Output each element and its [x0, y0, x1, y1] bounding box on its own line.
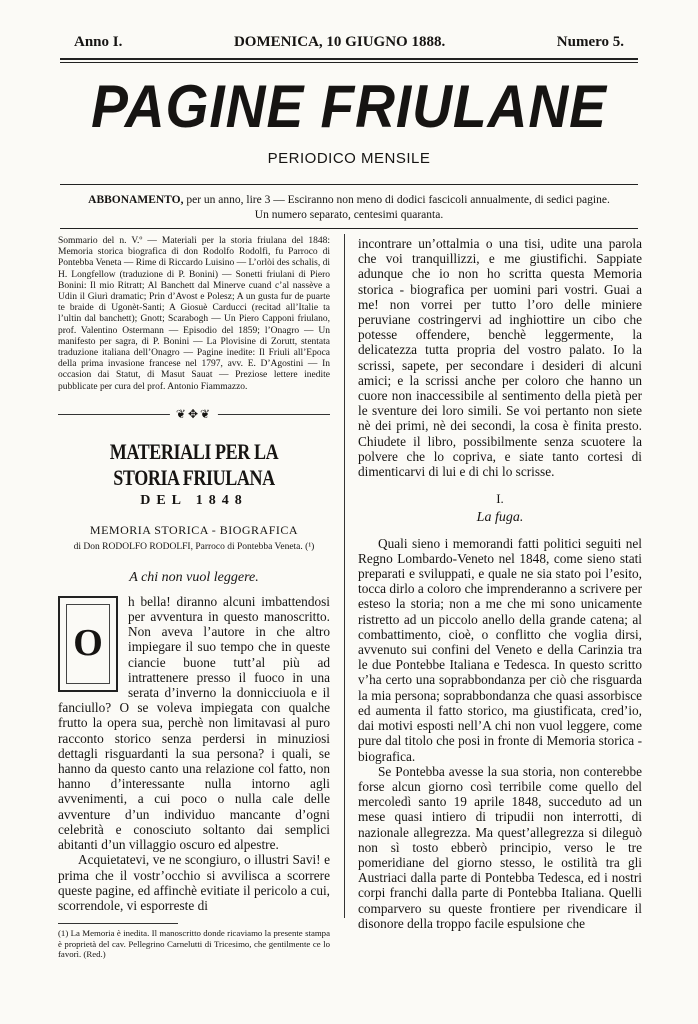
left-paragraph-1: h bella! diranno alcuni imbattendosi per avventura in questo manoscritto. Non aveva l’autore in che altro impiegare il suo tempo che in queste ciancie buone tutt’al più ad intrattenere presso il fuoco in una serata d’inverno la donnicciuola e il fanciullo? O se voleva impiegata con qualche frutto la opera sua, perchè non limitavasi al puro racconto storico senza perdersi in minuziosi dettagli risguardanti la sua persona? i quali, se hanno da questo canto una relazione col fatto, non hanno d’interessante nulla intorno agli avvenimenti, a cui poco o nulla cale delle avventure d’un individuo mancante d’ogni celebrità e conosciuto soltanto dai semplici abitanti d’un villaggio oscuro ed alpestre.	[58, 593, 330, 853]
chapter-title: La fuga.	[476, 510, 524, 526]
header-rule-bottom	[60, 228, 638, 229]
chapter-number: I.	[496, 491, 504, 507]
right-column	[358, 236, 642, 931]
subscription-line2: Un numero separato, centesimi quaranta.	[254, 209, 444, 221]
dropcap-ornament-icon: O	[58, 596, 118, 692]
newspaper-subtitle: PERIODICO MENSILE	[267, 150, 431, 167]
subscription-label: ABBONAMENTO,	[88, 194, 184, 206]
right-paragraph-2: Quali sieno i memorandi fatti politici seguiti nel Regno Lombardo-Veneto nel 1848, come sieno stati preparati e sviluppati, e quale ne sia stato poi l’esito, tocca dirlo a coloro che imprenderanno a scrivere per esteso la storia; non a me che mi sono unicamente ristretto ad un piccolo anello della grande catena; al combattimento, cioè, o conflitto che voglia dirsi, avvenuto sui confini del Veneto e della Carinzia tra le due Pontebbe Italiana e Tedesca. In questo scritto v’ha certo una soprabbondanza per ciò che risguarda la mia persona; soprabbondanza che quasi assorbisce ed aumenta il fatto storico, ma giustificata, cred’io, dai motivi esposti nell’A chi non vuol leggere, come pure dal titolo che posi in fronte di Memoria storica - biografica.	[358, 535, 642, 764]
issue-number: Numero 5.	[556, 34, 624, 50]
left-paragraph-2: Acquietatevi, ve ne scongiuro, o illustri Savi! e prima che il vostr’occhio si avvilisca a scorrere queste pagine, ed affinchè evitiate il pericolo a cui, scorrendole, vi esporreste di	[58, 852, 330, 913]
issue-date: DOMENICA, 10 GIUGNO 1888.	[233, 34, 446, 50]
header-rule-top	[60, 184, 638, 185]
section-title: MATERIALI PER LA STORIA FRIULANA	[109, 438, 279, 490]
masthead-rule-thin	[60, 62, 638, 63]
masthead-row	[74, 34, 624, 54]
footnote-rule	[58, 923, 178, 924]
left-body	[58, 594, 330, 913]
right-paragraph-3: Se Pontebba avesse la sua storia, non conterebbe forse alcun giorno così terribile come quello del mercoledì santo 19 aprile 1848, succeduto ad un mese quasi intiero di tripudii non interrotti, di nazionale allegrezza. Ma quest’allegrezza si dileguò non sì tosto ebberò principio, verso le tre pomeridiane del giorno stesso, le ostilità tra gli Austriaci dalla parte di Pontebba Tedesca, ed i nostri corpi franchi dalla parte di Pontebba Italiana. Quelli comparvero su queste frontiere per rivendicare il disonore della troppo facile espulsione che	[358, 763, 642, 931]
footnote: (1) La Memoria è inedita. Il manoscritto donde ricaviamo la presente stampa è proprietà del cav. Pellegrino Carnelutti di Tricesimo, che gentilmente ce lo favorì. (Red.)	[58, 928, 330, 959]
newspaper-title: PAGINE FRIULANE	[91, 73, 607, 140]
memoria-author: di Don RODOLFO RODOLFI, Parroco di Pontebba Veneta. (¹)	[73, 541, 315, 552]
ornament-icon: ❦✥❦	[170, 407, 218, 422]
issue-summary: Sommario del n. V.º — Materiali per la storia friulana del 1848: Memoria storica biografica di don Rodolfo Rodolfi, fu Parroco di Pontebba Veneta — Rime di Riccardo Luisino — L’orlòi des schalis, di H. Longfellow (traduzione di P. Bonini) — Sonetti friulani di Piero Bonini: Il mio Ritratt; Al Banchett dal Minerve cuand c’al nassève a Udin il Giurì dramatic; Prin d’Avost e Polesz; A un gusta fur de puarte te braide di Ugonèt-Santi; A Giosuè Carducci (recitad all’Italie ta l’ultin dal banchett); Gnott; Scarabogh — Un Piero Capponi friulano, prof. Valentino Ostermann — Episodio del 1859; l’Onagro — Un manifesto per sagra, di P. Bonini — La Plovisine di Zorutt, stentata traduzione italiana dell’Onagro — Pagine inedite: Il Friuli all’Epoca della prima invasione francese nel 1797, avv. E. D’Agostini — In occasion dai Statut, di Masut Sauat — Preziose lettere inedite pubblicate per cura del prof. Antonio Fiammazzo.	[58, 236, 330, 392]
subscription-text: per un anno, lire 3 — Esciranno non meno di dodici fascicoli annualmente, di sedici pagine.	[183, 194, 610, 206]
column-divider	[344, 234, 345, 918]
left-column	[58, 236, 330, 959]
issue-year: Anno I.	[74, 34, 123, 50]
subscription-info	[60, 193, 638, 223]
right-paragraph-1: incontrare un’ottalmia o una tisi, udite una parola che voi tranquillizzi, e me giustifichi. Sappiate adunque che io non ho scritta questa Memoria storica - biografica per uomini pari vostri. Guai a me! non vorrei per tutto l’oro delle miniere peruviane costringervi ad inghiottire un cibo che potesse offendere, benchè leggermente, la delicatezza tutta propria del vostro palato. Io la scrissi, sapete, per secondare i desideri di alcuni amici; e la scrissi anche per coloro che hanno un cuore non inaccessibile al sentimento della pietà per le sventure dei loro simili. Se voi pertanto non siete nè dei primi, nè dei secondi, la cosa è finita presto. Chiudete il libro, possibilmente senza scuotere la polvere che lo copriva, e siate tanto cortesi di dimenticarvi di lui e di chi lo scrisse.	[358, 236, 642, 480]
memoria-title: MEMORIA STORICA - BIOGRAFICA	[89, 522, 299, 537]
epigraph: A chi non vuol leggere.	[129, 569, 259, 585]
masthead-rule	[60, 58, 638, 60]
ornament-separator	[58, 407, 330, 421]
section-year: DEL 1848	[140, 492, 248, 508]
